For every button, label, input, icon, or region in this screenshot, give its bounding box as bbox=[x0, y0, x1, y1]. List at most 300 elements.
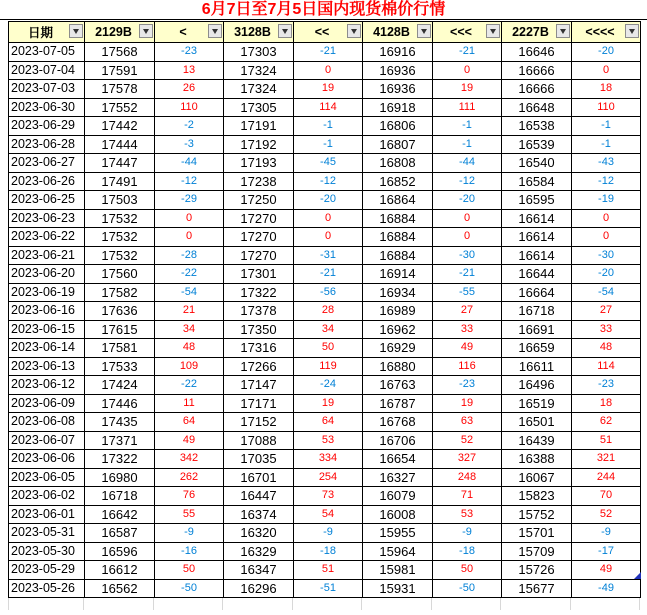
cell-p2227[interactable]: 16539 bbox=[502, 135, 572, 154]
cell-c2227[interactable]: 27 bbox=[572, 302, 641, 321]
cell-c4128[interactable]: 53 bbox=[433, 505, 502, 524]
cell-c2129[interactable]: 34 bbox=[155, 320, 224, 339]
column-header-p2129 bbox=[85, 22, 155, 43]
cell-c2129[interactable]: 342 bbox=[155, 450, 224, 469]
cell-c4128[interactable]: 27 bbox=[433, 302, 502, 321]
cell-date[interactable]: 2023-06-21 bbox=[9, 246, 85, 265]
cell-date[interactable]: 2023-06-13 bbox=[9, 357, 85, 376]
cell-p2129[interactable]: 17560 bbox=[85, 265, 155, 284]
table-row bbox=[9, 394, 641, 413]
cell-c2227[interactable]: 18 bbox=[572, 80, 641, 99]
cell-p3128[interactable]: 17238 bbox=[224, 172, 294, 191]
cell-p2227[interactable]: 16611 bbox=[502, 357, 572, 376]
filter-dropdown-button-c4128[interactable] bbox=[486, 24, 500, 38]
filter-dropdown-button-p3128[interactable] bbox=[278, 24, 292, 38]
table-row bbox=[9, 283, 641, 302]
cell-c2227[interactable]: -9 bbox=[572, 524, 641, 543]
cell-p2129[interactable]: 17582 bbox=[85, 283, 155, 302]
cell-date[interactable]: 2023-06-23 bbox=[9, 209, 85, 228]
cell-c4128[interactable]: 50 bbox=[433, 561, 502, 580]
cell-p4128[interactable]: 16768 bbox=[363, 413, 433, 432]
cell-c2129[interactable]: -16 bbox=[155, 542, 224, 561]
cell-p2227[interactable]: 16648 bbox=[502, 98, 572, 117]
cell-p4128[interactable]: 16884 bbox=[363, 246, 433, 265]
cell-c2129[interactable]: -50 bbox=[155, 579, 224, 598]
cell-p4128[interactable]: 16884 bbox=[363, 228, 433, 247]
cell-p3128[interactable]: 17191 bbox=[224, 117, 294, 136]
cell-p2129[interactable]: 17424 bbox=[85, 376, 155, 395]
cell-c3128[interactable]: 19 bbox=[294, 394, 363, 413]
cell-p4128[interactable]: 16884 bbox=[363, 209, 433, 228]
cell-p4128[interactable]: 15964 bbox=[363, 542, 433, 561]
cell-p2129[interactable]: 17532 bbox=[85, 246, 155, 265]
cell-date[interactable]: 2023-06-29 bbox=[9, 117, 85, 136]
cell-p2129[interactable]: 17581 bbox=[85, 339, 155, 358]
cell-c4128[interactable]: 71 bbox=[433, 487, 502, 506]
filter-dropdown-button-p2227[interactable] bbox=[556, 24, 570, 38]
table-row bbox=[9, 450, 641, 469]
cell-p4128[interactable]: 16936 bbox=[363, 61, 433, 80]
cell-p3128[interactable]: 17324 bbox=[224, 80, 294, 99]
cell-c2129[interactable]: -12 bbox=[155, 172, 224, 191]
cell-p4128[interactable]: 16934 bbox=[363, 283, 433, 302]
cell-c2227[interactable]: 0 bbox=[572, 61, 641, 80]
cell-p2227[interactable]: 16388 bbox=[502, 450, 572, 469]
cell-c2227[interactable]: 18 bbox=[572, 394, 641, 413]
cell-c3128[interactable]: 254 bbox=[294, 468, 363, 487]
cell-c4128[interactable]: -1 bbox=[433, 117, 502, 136]
cell-c2227[interactable]: -1 bbox=[572, 135, 641, 154]
cell-p2129[interactable]: 17552 bbox=[85, 98, 155, 117]
cell-c3128[interactable]: 114 bbox=[294, 98, 363, 117]
cell-c3128[interactable]: -20 bbox=[294, 191, 363, 210]
cell-date[interactable]: 2023-07-03 bbox=[9, 80, 85, 99]
cell-date[interactable]: 2023-07-04 bbox=[9, 61, 85, 80]
table-row bbox=[9, 265, 641, 284]
cell-c3128[interactable]: 34 bbox=[294, 320, 363, 339]
cell-p2129[interactable]: 17444 bbox=[85, 135, 155, 154]
cell-p2129[interactable]: 17532 bbox=[85, 209, 155, 228]
cell-c3128[interactable]: 54 bbox=[294, 505, 363, 524]
cell-c2129[interactable]: -3 bbox=[155, 135, 224, 154]
cell-c2129[interactable]: -54 bbox=[155, 283, 224, 302]
cell-c4128[interactable]: 116 bbox=[433, 357, 502, 376]
cell-c4128[interactable]: -55 bbox=[433, 283, 502, 302]
cell-p4128[interactable]: 16008 bbox=[363, 505, 433, 524]
cell-p4128[interactable]: 15955 bbox=[363, 524, 433, 543]
cell-p2129[interactable]: 17532 bbox=[85, 228, 155, 247]
cell-c2227[interactable]: -54 bbox=[572, 283, 641, 302]
table-row bbox=[9, 376, 641, 395]
cell-c4128[interactable]: -23 bbox=[433, 376, 502, 395]
cell-c2129[interactable]: 0 bbox=[155, 228, 224, 247]
table-row bbox=[9, 468, 641, 487]
cell-c4128[interactable]: -21 bbox=[433, 43, 502, 62]
cell-p2129[interactable]: 16562 bbox=[85, 579, 155, 598]
cell-p4128[interactable]: 15931 bbox=[363, 579, 433, 598]
cell-c3128[interactable]: -12 bbox=[294, 172, 363, 191]
cell-c2227[interactable]: -49 bbox=[572, 579, 641, 598]
cell-c2227[interactable]: 51 bbox=[572, 431, 641, 450]
cell-c2129[interactable]: 49 bbox=[155, 431, 224, 450]
cell-p2129[interactable]: 17578 bbox=[85, 80, 155, 99]
cell-c2227[interactable]: -17 bbox=[572, 542, 641, 561]
cell-c2129[interactable]: 0 bbox=[155, 209, 224, 228]
cell-c2129[interactable]: 110 bbox=[155, 98, 224, 117]
cell-c3128[interactable]: 64 bbox=[294, 413, 363, 432]
cell-p3128[interactable]: 17270 bbox=[224, 209, 294, 228]
cell-p2227[interactable]: 16666 bbox=[502, 80, 572, 99]
cell-p4128[interactable]: 16763 bbox=[363, 376, 433, 395]
cell-p4128[interactable]: 16918 bbox=[363, 98, 433, 117]
cell-c3128[interactable]: -24 bbox=[294, 376, 363, 395]
cell-p2129[interactable]: 16612 bbox=[85, 561, 155, 580]
table-row bbox=[9, 302, 641, 321]
cell-p4128[interactable]: 16936 bbox=[363, 80, 433, 99]
cell-date[interactable]: 2023-06-06 bbox=[9, 450, 85, 469]
cell-c2129[interactable]: -22 bbox=[155, 265, 224, 284]
cell-p2227[interactable]: 16439 bbox=[502, 431, 572, 450]
cell-c3128[interactable]: 28 bbox=[294, 302, 363, 321]
cell-c2129[interactable]: -44 bbox=[155, 154, 224, 173]
cell-p2227[interactable]: 16614 bbox=[502, 228, 572, 247]
cell-c2129[interactable]: 109 bbox=[155, 357, 224, 376]
cell-p4128[interactable]: 16962 bbox=[363, 320, 433, 339]
cell-c2129[interactable]: 11 bbox=[155, 394, 224, 413]
cell-c2227[interactable]: -43 bbox=[572, 154, 641, 173]
cell-c2129[interactable]: -9 bbox=[155, 524, 224, 543]
cell-p3128[interactable]: 17270 bbox=[224, 228, 294, 247]
cell-c3128[interactable]: -31 bbox=[294, 246, 363, 265]
cell-date[interactable]: 2023-05-29 bbox=[9, 561, 85, 580]
cell-p2227[interactable]: 16540 bbox=[502, 154, 572, 173]
cell-c3128[interactable]: 73 bbox=[294, 487, 363, 506]
cell-p2227[interactable]: 16691 bbox=[502, 320, 572, 339]
cell-c2227[interactable]: -19 bbox=[572, 191, 641, 210]
cell-c4128[interactable]: 0 bbox=[433, 61, 502, 80]
cell-p3128[interactable]: 17266 bbox=[224, 357, 294, 376]
cell-c2227[interactable]: -20 bbox=[572, 43, 641, 62]
cell-p3128[interactable]: 17270 bbox=[224, 246, 294, 265]
cell-p3128[interactable]: 17250 bbox=[224, 191, 294, 210]
cell-c2227[interactable]: -20 bbox=[572, 265, 641, 284]
cell-p4128[interactable]: 16654 bbox=[363, 450, 433, 469]
cell-c4128[interactable]: 19 bbox=[433, 80, 502, 99]
cell-c4128[interactable]: -21 bbox=[433, 265, 502, 284]
cell-p4128[interactable]: 16852 bbox=[363, 172, 433, 191]
cell-p3128[interactable]: 17350 bbox=[224, 320, 294, 339]
cell-p2227[interactable]: 15709 bbox=[502, 542, 572, 561]
cell-c4128[interactable]: 0 bbox=[433, 209, 502, 228]
cell-p2227[interactable]: 16067 bbox=[502, 468, 572, 487]
cell-p4128[interactable]: 16806 bbox=[363, 117, 433, 136]
cell-c2227[interactable]: 244 bbox=[572, 468, 641, 487]
filter-dropdown-button-p4128[interactable] bbox=[417, 24, 431, 38]
cell-p4128[interactable]: 16880 bbox=[363, 357, 433, 376]
cell-c2129[interactable]: 262 bbox=[155, 468, 224, 487]
cell-c3128[interactable]: 19 bbox=[294, 80, 363, 99]
cell-p2129[interactable]: 17533 bbox=[85, 357, 155, 376]
cell-c2129[interactable]: -29 bbox=[155, 191, 224, 210]
cell-c3128[interactable]: -45 bbox=[294, 154, 363, 173]
cell-p2129[interactable]: 17435 bbox=[85, 413, 155, 432]
cell-c2227[interactable]: 70 bbox=[572, 487, 641, 506]
cell-p2129[interactable]: 17591 bbox=[85, 61, 155, 80]
cell-date[interactable]: 2023-06-02 bbox=[9, 487, 85, 506]
cell-date[interactable]: 2023-06-07 bbox=[9, 431, 85, 450]
cell-p4128[interactable]: 16807 bbox=[363, 135, 433, 154]
table-row bbox=[9, 320, 641, 339]
price-table bbox=[8, 21, 641, 598]
cell-c2129[interactable]: 21 bbox=[155, 302, 224, 321]
cell-c4128[interactable]: 33 bbox=[433, 320, 502, 339]
column-header-c4128 bbox=[433, 22, 502, 43]
table-row bbox=[9, 154, 641, 173]
cell-p3128[interactable]: 16347 bbox=[224, 561, 294, 580]
cell-p2227[interactable]: 16614 bbox=[502, 246, 572, 265]
filter-dropdown-button-c2227[interactable] bbox=[625, 24, 639, 38]
cell-c3128[interactable]: 53 bbox=[294, 431, 363, 450]
cell-c3128[interactable]: 0 bbox=[294, 228, 363, 247]
cell-p3128[interactable]: 16296 bbox=[224, 579, 294, 598]
cell-c2227[interactable]: 49 bbox=[572, 561, 641, 580]
cell-c2227[interactable]: 52 bbox=[572, 505, 641, 524]
cell-c4128[interactable]: -12 bbox=[433, 172, 502, 191]
cell-p2227[interactable]: 16614 bbox=[502, 209, 572, 228]
cell-p2227[interactable]: 15726 bbox=[502, 561, 572, 580]
cell-p2129[interactable]: 17446 bbox=[85, 394, 155, 413]
cell-date[interactable]: 2023-06-16 bbox=[9, 302, 85, 321]
cell-date[interactable]: 2023-06-28 bbox=[9, 135, 85, 154]
cell-c3128[interactable]: -56 bbox=[294, 283, 363, 302]
cell-p3128[interactable]: 16320 bbox=[224, 524, 294, 543]
cell-c4128[interactable]: 19 bbox=[433, 394, 502, 413]
cell-date[interactable]: 2023-06-01 bbox=[9, 505, 85, 524]
cell-p4128[interactable]: 16327 bbox=[363, 468, 433, 487]
cell-c2129[interactable]: 50 bbox=[155, 561, 224, 580]
cell-p3128[interactable]: 17147 bbox=[224, 376, 294, 395]
cell-p2227[interactable]: 16646 bbox=[502, 43, 572, 62]
cell-c2129[interactable]: -23 bbox=[155, 43, 224, 62]
cell-c3128[interactable]: -1 bbox=[294, 117, 363, 136]
cell-c2227[interactable]: -30 bbox=[572, 246, 641, 265]
cell-p3128[interactable]: 17303 bbox=[224, 43, 294, 62]
cell-c3128[interactable]: -1 bbox=[294, 135, 363, 154]
cell-p2227[interactable]: 16538 bbox=[502, 117, 572, 136]
cell-c4128[interactable]: -20 bbox=[433, 191, 502, 210]
cell-date[interactable]: 2023-05-30 bbox=[9, 542, 85, 561]
cell-c4128[interactable]: -18 bbox=[433, 542, 502, 561]
cell-p2227[interactable]: 15701 bbox=[502, 524, 572, 543]
cell-p3128[interactable]: 16447 bbox=[224, 487, 294, 506]
cell-c4128[interactable]: -50 bbox=[433, 579, 502, 598]
cell-p2227[interactable]: 16718 bbox=[502, 302, 572, 321]
gridline-stub bbox=[501, 598, 571, 610]
table-row bbox=[9, 487, 641, 506]
cell-c4128[interactable]: -30 bbox=[433, 246, 502, 265]
cell-p3128[interactable]: 16374 bbox=[224, 505, 294, 524]
cell-c3128[interactable]: -18 bbox=[294, 542, 363, 561]
cell-p4128[interactable]: 16864 bbox=[363, 191, 433, 210]
cell-date[interactable]: 2023-06-09 bbox=[9, 394, 85, 413]
cell-p2129[interactable]: 16718 bbox=[85, 487, 155, 506]
cell-c4128[interactable]: 52 bbox=[433, 431, 502, 450]
cell-c2129[interactable]: 13 bbox=[155, 61, 224, 80]
cell-p2129[interactable]: 17615 bbox=[85, 320, 155, 339]
cell-p3128[interactable]: 17316 bbox=[224, 339, 294, 358]
cell-c3128[interactable]: 0 bbox=[294, 209, 363, 228]
cell-p2227[interactable]: 16496 bbox=[502, 376, 572, 395]
cell-c3128[interactable]: -21 bbox=[294, 265, 363, 284]
cell-p2227[interactable]: 16666 bbox=[502, 61, 572, 80]
cell-c4128[interactable]: -44 bbox=[433, 154, 502, 173]
cell-c3128[interactable]: -9 bbox=[294, 524, 363, 543]
cell-c2129[interactable]: 55 bbox=[155, 505, 224, 524]
cell-p4128[interactable]: 16929 bbox=[363, 339, 433, 358]
cell-date[interactable]: 2023-06-30 bbox=[9, 98, 85, 117]
cell-p2129[interactable]: 17503 bbox=[85, 191, 155, 210]
cell-c3128[interactable]: 0 bbox=[294, 61, 363, 80]
cell-date[interactable]: 2023-06-14 bbox=[9, 339, 85, 358]
cell-c2227[interactable]: 62 bbox=[572, 413, 641, 432]
filter-dropdown-button-date[interactable] bbox=[69, 24, 83, 38]
cell-date[interactable]: 2023-06-12 bbox=[9, 376, 85, 395]
cell-p3128[interactable]: 17305 bbox=[224, 98, 294, 117]
cell-date[interactable]: 2023-05-31 bbox=[9, 524, 85, 543]
cell-p2129[interactable]: 17568 bbox=[85, 43, 155, 62]
cell-date[interactable]: 2023-07-05 bbox=[9, 43, 85, 62]
cell-c3128[interactable]: 50 bbox=[294, 339, 363, 358]
cell-p2227[interactable]: 16659 bbox=[502, 339, 572, 358]
cell-c2129[interactable]: 26 bbox=[155, 80, 224, 99]
table-row bbox=[9, 505, 641, 524]
filter-dropdown-button-p2129[interactable] bbox=[139, 24, 153, 38]
cell-p4128[interactable]: 15981 bbox=[363, 561, 433, 580]
cell-c4128[interactable]: -1 bbox=[433, 135, 502, 154]
cell-p3128[interactable]: 16329 bbox=[224, 542, 294, 561]
cell-c2129[interactable]: -22 bbox=[155, 376, 224, 395]
cell-p2227[interactable]: 15677 bbox=[502, 579, 572, 598]
cell-date[interactable]: 2023-06-08 bbox=[9, 413, 85, 432]
cell-c4128[interactable]: 49 bbox=[433, 339, 502, 358]
cell-c2227[interactable]: 114 bbox=[572, 357, 641, 376]
cell-c2227[interactable]: -1 bbox=[572, 117, 641, 136]
cell-date[interactable]: 2023-06-19 bbox=[9, 283, 85, 302]
cell-c2227[interactable]: 110 bbox=[572, 98, 641, 117]
cell-c2129[interactable]: -2 bbox=[155, 117, 224, 136]
cell-p2227[interactable]: 16501 bbox=[502, 413, 572, 432]
cell-p2227[interactable]: 16664 bbox=[502, 283, 572, 302]
cell-c2227[interactable]: 321 bbox=[572, 450, 641, 469]
cell-c2129[interactable]: 76 bbox=[155, 487, 224, 506]
cell-date[interactable]: 2023-06-27 bbox=[9, 154, 85, 173]
cell-p3128[interactable]: 17192 bbox=[224, 135, 294, 154]
cell-c2129[interactable]: 48 bbox=[155, 339, 224, 358]
cell-p2227[interactable]: 16595 bbox=[502, 191, 572, 210]
cell-p4128[interactable]: 16079 bbox=[363, 487, 433, 506]
cell-p2129[interactable]: 17442 bbox=[85, 117, 155, 136]
cell-c4128[interactable]: -9 bbox=[433, 524, 502, 543]
cell-c2227[interactable]: -23 bbox=[572, 376, 641, 395]
cell-c3128[interactable]: 119 bbox=[294, 357, 363, 376]
cell-c4128[interactable]: 63 bbox=[433, 413, 502, 432]
cell-p4128[interactable]: 16914 bbox=[363, 265, 433, 284]
cell-p2227[interactable]: 16584 bbox=[502, 172, 572, 191]
cell-p2227[interactable]: 15823 bbox=[502, 487, 572, 506]
cell-p2129[interactable]: 17491 bbox=[85, 172, 155, 191]
cell-c4128[interactable]: 111 bbox=[433, 98, 502, 117]
cell-p3128[interactable]: 17035 bbox=[224, 450, 294, 469]
cell-c3128[interactable]: 334 bbox=[294, 450, 363, 469]
cell-date[interactable]: 2023-05-26 bbox=[9, 579, 85, 598]
cell-p2227[interactable]: 16519 bbox=[502, 394, 572, 413]
cell-c4128[interactable]: 248 bbox=[433, 468, 502, 487]
cell-p4128[interactable]: 16989 bbox=[363, 302, 433, 321]
cell-c4128[interactable]: 0 bbox=[433, 228, 502, 247]
cell-p4128[interactable]: 16808 bbox=[363, 154, 433, 173]
chevron-down-icon bbox=[73, 29, 79, 34]
cell-c2227[interactable]: 0 bbox=[572, 209, 641, 228]
cell-date[interactable]: 2023-06-15 bbox=[9, 320, 85, 339]
cell-p2129[interactable]: 17636 bbox=[85, 302, 155, 321]
cell-p3128[interactable]: 17088 bbox=[224, 431, 294, 450]
cell-p3128[interactable]: 17378 bbox=[224, 302, 294, 321]
cell-c3128[interactable]: -51 bbox=[294, 579, 363, 598]
cell-date[interactable]: 2023-06-05 bbox=[9, 468, 85, 487]
cell-c2227[interactable]: 33 bbox=[572, 320, 641, 339]
cell-c2129[interactable]: -28 bbox=[155, 246, 224, 265]
cell-c3128[interactable]: 51 bbox=[294, 561, 363, 580]
column-header-label: 4128B bbox=[373, 25, 410, 39]
cell-c2227[interactable]: -12 bbox=[572, 172, 641, 191]
cell-date[interactable]: 2023-06-26 bbox=[9, 172, 85, 191]
cell-p2129[interactable]: 17322 bbox=[85, 450, 155, 469]
cell-p2227[interactable]: 15752 bbox=[502, 505, 572, 524]
table-row bbox=[9, 135, 641, 154]
column-header-label: <<<< bbox=[585, 25, 615, 39]
cell-p3128[interactable]: 17171 bbox=[224, 394, 294, 413]
cell-c2227[interactable]: 48 bbox=[572, 339, 641, 358]
cell-p3128[interactable]: 17193 bbox=[224, 154, 294, 173]
cell-p4128[interactable]: 16787 bbox=[363, 394, 433, 413]
cell-c2129[interactable]: 64 bbox=[155, 413, 224, 432]
table-row bbox=[9, 98, 641, 117]
cell-date[interactable]: 2023-06-20 bbox=[9, 265, 85, 284]
cell-c3128[interactable]: -21 bbox=[294, 43, 363, 62]
cell-p2129[interactable]: 17371 bbox=[85, 431, 155, 450]
cell-p2227[interactable]: 16644 bbox=[502, 265, 572, 284]
cell-p3128[interactable]: 17322 bbox=[224, 283, 294, 302]
cell-date[interactable]: 2023-06-22 bbox=[9, 228, 85, 247]
filter-dropdown-button-c2129[interactable] bbox=[208, 24, 222, 38]
cell-p2129[interactable]: 17447 bbox=[85, 154, 155, 173]
cell-date[interactable]: 2023-06-25 bbox=[9, 191, 85, 210]
cell-p2129[interactable]: 16642 bbox=[85, 505, 155, 524]
cell-p2129[interactable]: 16980 bbox=[85, 468, 155, 487]
cell-p3128[interactable]: 16701 bbox=[224, 468, 294, 487]
cell-p3128[interactable]: 17301 bbox=[224, 265, 294, 284]
cell-p2129[interactable]: 16596 bbox=[85, 542, 155, 561]
cell-p4128[interactable]: 16916 bbox=[363, 43, 433, 62]
cell-p3128[interactable]: 17152 bbox=[224, 413, 294, 432]
cell-c4128[interactable]: 327 bbox=[433, 450, 502, 469]
cell-c2227[interactable]: 0 bbox=[572, 228, 641, 247]
cell-p4128[interactable]: 16706 bbox=[363, 431, 433, 450]
table-row bbox=[9, 542, 641, 561]
filter-dropdown-button-c3128[interactable] bbox=[347, 24, 361, 38]
cell-p3128[interactable]: 17324 bbox=[224, 61, 294, 80]
cell-p2129[interactable]: 16587 bbox=[85, 524, 155, 543]
